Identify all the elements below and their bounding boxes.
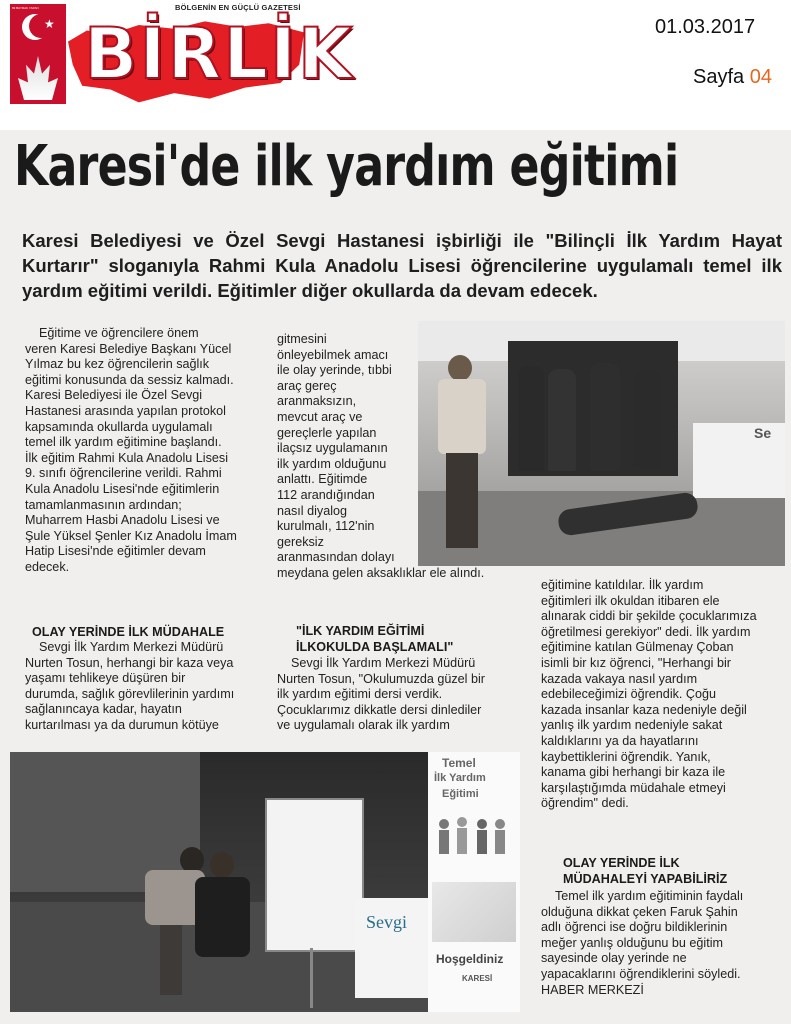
text-line: kurtarılması ya da durumun kötüye [25,717,219,732]
text-line: kaldıklarını ya da hayatlarını [541,733,699,748]
text-line: tamamlanmasının ardından; [25,497,182,512]
student-figure [633,369,661,469]
text-line: Çocuklarımız dikkatle dersi dinlediler [277,702,482,717]
column-3b [541,889,789,998]
text-line: meydana gelen aksaklıklar ele alındı. [277,565,485,580]
text-line: alınarak ciddi bir şekilde çocuklarımıza [541,609,757,624]
student-figure [518,366,544,471]
text-line: nasıl diyalog [277,503,348,518]
banner-title-3: Eğitimi [442,788,479,800]
text-line: eğitimine katıldılar. İlk yardım [541,578,704,592]
text-line: Sevgi İlk Yardım Merkezi Müdürü [39,640,224,654]
headline: Karesi'de ilk yardım eğitimi [14,134,679,199]
text-line: yanlış ilk yardım nedeniyle sakat [541,718,723,733]
rollup-banner [428,752,520,1012]
text-line: Karesi Belediyesi ile Özel Sevgi [25,388,203,403]
column-3 [541,578,789,812]
text-line: kazada vakaya nasıl yardım [541,671,698,686]
text-line: yaşamı tehlikeye düşüren bir [25,671,186,686]
text-line: mevcut araç ve [277,409,363,424]
student-legs [160,925,182,995]
text-line: edecek. [25,559,70,574]
text-line: 9. sınıfı öğrencilerine verildi. Rahmi [25,466,222,481]
page-label: Sayfa [693,66,745,88]
text-line: meğer yanlış olduğunu bu eğitim [541,935,724,950]
masthead: BİRLİK [84,13,355,95]
text-line: ile olay yerinde, tıbbi [277,363,392,378]
banner-art [432,882,516,942]
flip-chart-stand [310,948,313,1008]
column-2b [277,656,522,734]
text-line: veren Karesi Belediye Başkanı Yücel [25,341,232,356]
text-line: karşılaştığımda müdahale etmeyi [541,780,726,795]
page-indicator [693,66,772,89]
text-line: Eğitime ve öğrencilere önem [39,326,199,340]
text-line: Nurten Tosun, herhangi bir kaza veya [25,655,234,670]
text-line: yapacaklarını öğrendiklerini söyledi. [541,966,741,981]
text-line: Hastanesi arasında yapılan protokol [25,403,226,418]
banner-title-2: İlk Yardım [434,772,486,784]
draped-table [693,423,785,498]
subheading-line: OLAY YERİNDE İLK [563,856,680,870]
lede: Karesi Belediyesi ve Özel Sevgi Hastanesi işbirliği ile "Bilinçli İlk Yardım Hayat Kurtarır" sloganıyla Rahmi Kula Anadolu Lisesi öğrencilerine uygulamalı temel ilk yardım eğitimi verildi. Eğitimler diğer okullarda da devam edecek. [22,230,782,301]
text-line: Şule Yüksel Şenler Kız Anadolu İmam [25,528,237,543]
tagline: BÖLGENİN EN GÜÇLÜ GAZETESİ [175,3,301,12]
issue-date: 01.03.2017 [655,16,756,38]
text-line: adlı öğrenci ise doğru bildiklerinin [541,920,728,935]
student-head [210,852,234,878]
text-line: eğitimine katılan Gülmenay Çoban [541,640,734,655]
student-figure [590,363,620,471]
page-number: 04 [749,66,772,88]
text-line: Temel ilk yardım eğitiminin faydalı [555,889,744,903]
emblem-caption: 69 BAYRAK YAPAN [12,6,39,10]
text-line: önleyebilmek amacı [277,347,389,362]
subheading-ilkokulda [296,624,453,655]
byline: HABER MERKEZİ [541,982,644,997]
people-icons [434,814,514,874]
instructor-shirt [438,379,486,454]
text-line: araç gereç [277,378,337,393]
photo-first-aid-demo [418,321,785,566]
text-line: eğitimleri ilk okuldan itibaren ele [541,593,720,608]
text-line: sağlanıncaya kadar, hayatın [25,702,182,717]
text-line: ilk yardım olduğunu [277,456,387,471]
text-line: Hatip Lisesi'nde eğitimler devam [25,544,206,559]
text-line: gitmesini [277,332,327,346]
text-line: kapsamında okullarda uygulamalı [25,419,213,434]
text-line: Nurten Tosun, "Okulumuzda güzel bir [277,671,485,686]
text-line: öğretilmesi gerekiyor" dedi. İlk yardım [541,624,751,639]
banner-welcome: Hoşgeldiniz [436,952,504,966]
subheading-line: MÜDAHALEYİ YAPABİLİRİZ [563,871,728,886]
text-line: edebileceğimizi öğrendik. Çoğu [541,687,717,702]
text-line: ilaçsız uygulamanın [277,441,388,456]
text-line: kanama gibi herhangi bir kaza ile [541,765,726,780]
sevgi-drape-logo: Sevgi [366,912,408,932]
text-line: Kula Anadolu Lisesi'nde eğitimlerin [25,481,220,496]
subheading-mudahaleyi [563,856,727,887]
subheading-line: İLKOKULDA BAŞLAMALI" [296,639,454,654]
text-line: ilk yardım eğitimi dersi verdik. [277,687,443,702]
banner-text: Se [754,425,772,441]
student-figure [195,877,250,957]
column-1 [25,326,273,576]
photo-students-banner [10,752,520,1012]
text-line: Sevgi İlk Yardım Merkezi Müdürü [291,656,476,670]
text-line: kaybettiklerini öğrendik. Yanık, [541,749,711,764]
subheading-line: "İLK YARDIM EĞİTİMİ [296,624,425,638]
text-line: aranmasından dolayı [277,550,395,565]
instructor-trousers [446,453,478,548]
text-line: aranmaksızın, [277,394,357,409]
text-line: sayesinde olay yerinde ne [541,951,687,966]
instructor-head [448,355,472,381]
text-line: gereksiz [277,534,324,549]
text-line: İlk eğitim Rahmi Kula Anadolu Lisesi [25,450,229,465]
student-figure [548,369,576,471]
column-1b [25,640,273,734]
emblem-icon: ★ [10,4,66,104]
text-line: kazada insanlar kaza nedeniyle değil [541,702,747,717]
text-line: eğitimi konusunda da sessiz kalmadı. [25,372,234,387]
text-line: anlattı. Eğitimde [277,472,368,487]
text-line: ve uygulamalı olarak ilk yardım [277,718,450,733]
text-line: olduğuna dikkat çeken Faruk Şahin [541,904,738,919]
text-line: isimli bir kız öğrenci, "Herhangi bir [541,655,731,670]
text-line: Muharrem Hasbi Anadolu Lisesi ve [25,513,220,528]
banner-title-1: Temel [442,756,476,770]
subheading-olay-yerinde: OLAY YERİNDE İLK MÜDAHALE [32,625,225,639]
text-line: durumda, sağlık görevlilerinin yardımı [25,686,235,701]
text-line: Yılmaz bu kez öğrencilerin sağlık [25,357,210,372]
text-line: gereçlerle yapılan [277,425,377,440]
text-line: 112 arandığından [277,487,375,502]
banner-footer: KARESİ [462,974,493,983]
text-line: öğrendim" dedi. [541,796,629,811]
flip-chart [265,798,364,952]
text-line: kurulmalı, 112'nin [277,519,375,534]
text-line: temel ilk yardım eğitimine başlandı. [25,435,222,450]
